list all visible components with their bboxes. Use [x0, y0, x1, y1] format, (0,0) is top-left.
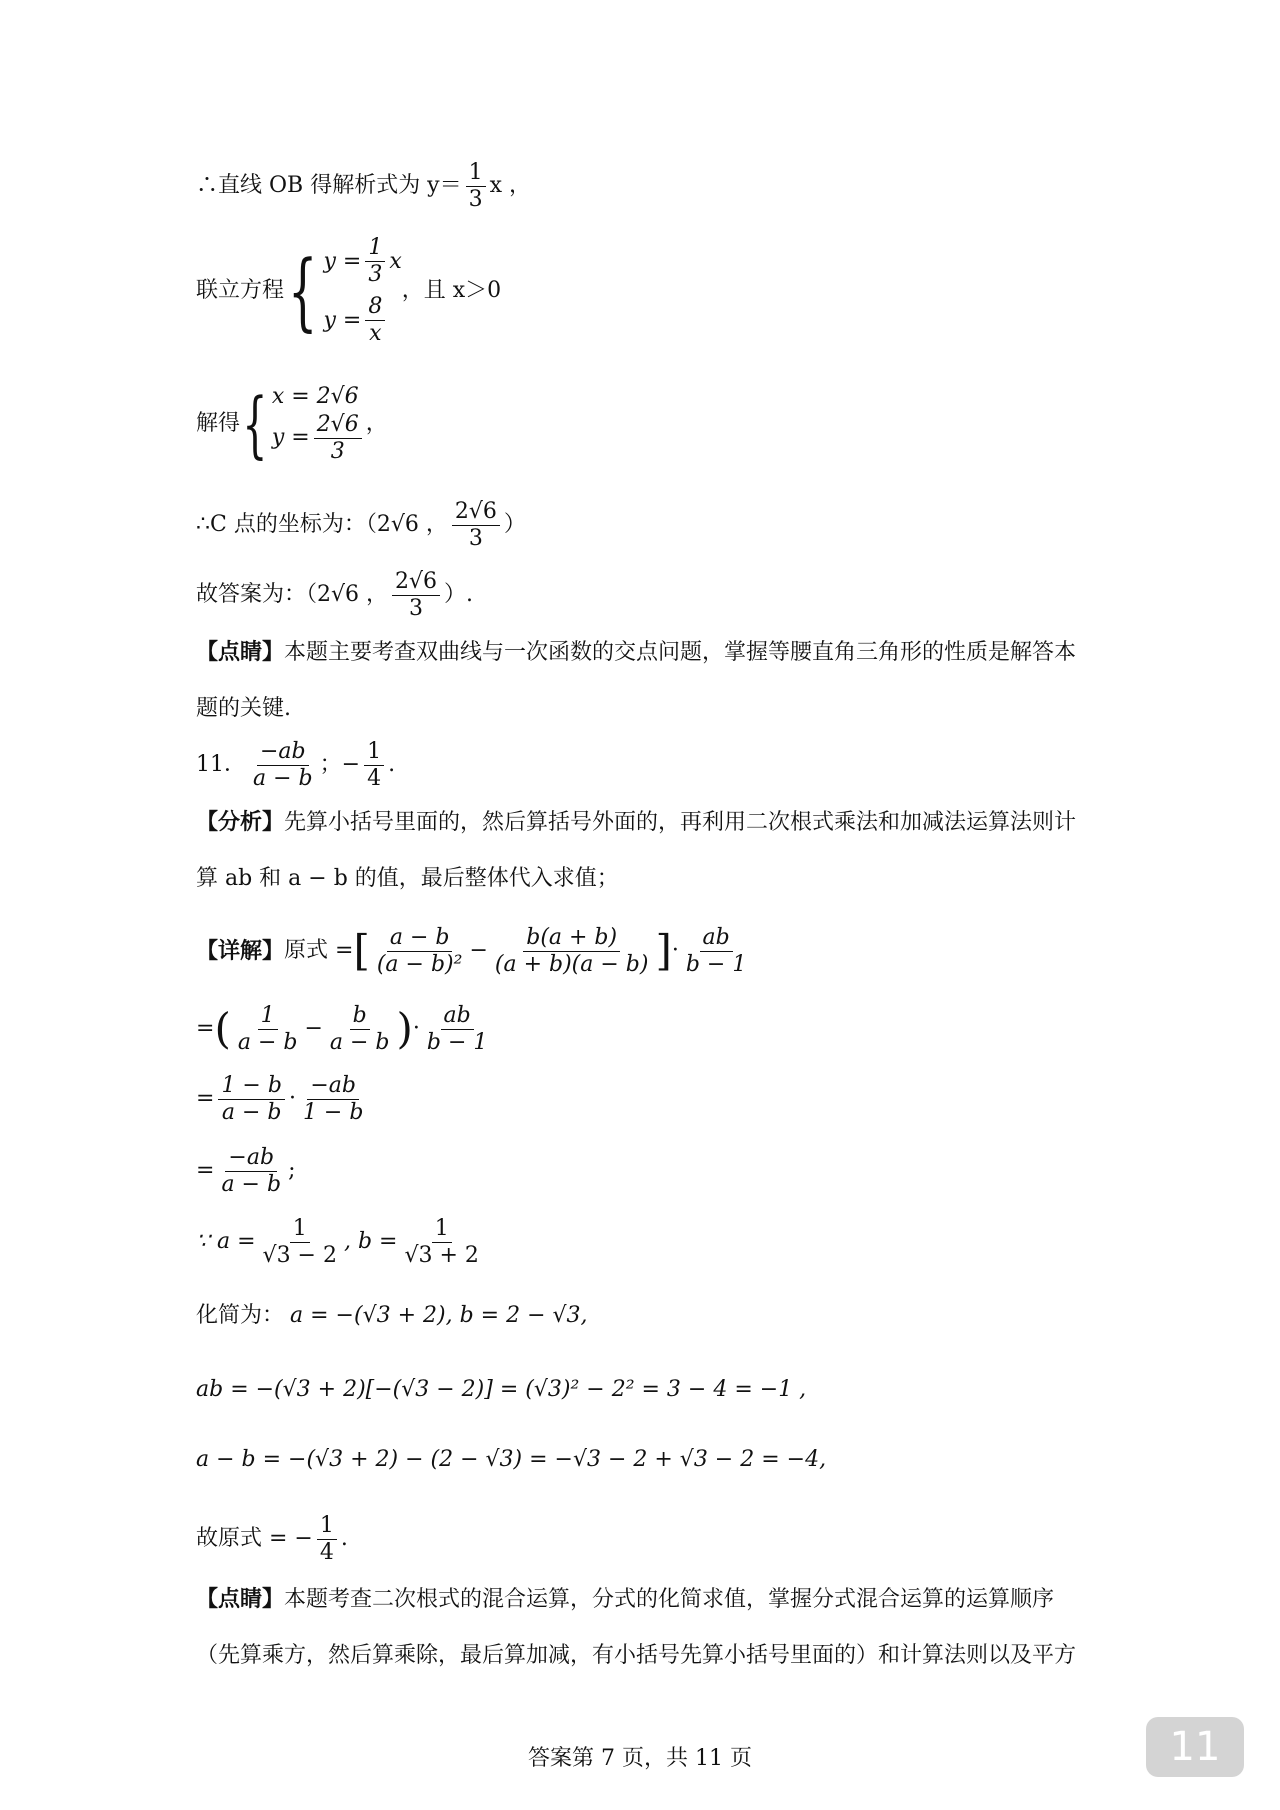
q11-answer-value: $\frac{1}{4}$: [364, 741, 384, 790]
lianli-equations: [323, 237, 401, 345]
page-number-badge[interactable]: 11: [1146, 1717, 1244, 1777]
dianjing-text: 本题考查二次根式的混合运算，分式的化简求值，掌握分式混合运算的运算顺序（先算乘方，然后算乘除，最后算加减，有小括号先算小括号里面的）和计算法则以及平方: [196, 1587, 1077, 1668]
page-footer: 答案第 7 页，共 11 页: [528, 1746, 752, 1771]
dianjing-tag: 【点睛】: [196, 1586, 285, 1612]
ab-value-line: ab = −(√3 + 2)[−(√3 − 2)] = (√3)² − 2² = 3 − 4 = −1 ,: [196, 1377, 807, 1402]
lianli-system: [196, 228, 1100, 354]
jiede-end: ，: [365, 411, 388, 436]
simplify-line: 化简为： a = −(√3 + 2), b = 2 − √3,: [196, 1303, 588, 1328]
xiangjie-line: 【详解】 原式 = [ $\frac{a - b}{\text{(a − b)²}}$ − $\frac{b(a + b)}{(a + b)(a - b)}$ ] · $\frac{ab}{b - 1}$: [196, 924, 747, 977]
q11-answer-fraction: $\frac{-ab}{a - b}$: [253, 738, 313, 791]
jiede-label: 解得: [196, 411, 241, 436]
step1-line: = ( $\frac{1}{a - b}$ − $\frac{b}{a - b}$ ) · $\frac{ab}{b - 1}$: [196, 1002, 488, 1055]
dianjing-paragraph-2: [196, 1571, 1096, 1684]
jiede-equations: [271, 383, 366, 464]
a-minus-b-line: a − b = −(√3 + 2) − (2 − √3) = −√3 − 2 + √3 − 2 = −4,: [196, 1447, 827, 1472]
xiangjie-label: 原式 =: [284, 938, 354, 963]
q11-label: 11．: [196, 752, 246, 777]
line-ob-end: x ，: [489, 173, 532, 198]
jiede-system: [196, 372, 1100, 476]
lianli-eq1: y = $\frac{1}{3}$ x: [323, 235, 402, 287]
answer-fraction: $\frac{2√6}{3}$: [392, 571, 440, 620]
lianli-label: 联立方程: [196, 278, 285, 303]
answer-line: 故答案为：（ 2√6 ， $\frac{2√6}{3}$ ）.: [196, 568, 474, 621]
lianli-eq2: y = $\frac{8}{x}$: [323, 296, 401, 345]
step3-line: = $\frac{-ab}{a - b}$ ;: [196, 1144, 296, 1197]
step2-line: = $\frac{1 - b}{a - b}$ · $\frac{-ab}{1 - b}$: [196, 1072, 364, 1125]
line-ob-text: ∴直线 OB 得解析式为 y＝: [196, 173, 462, 198]
jiede-eq1: x = 2√6: [271, 383, 359, 409]
fenxi-paragraph: [196, 794, 1096, 907]
c-point-fraction: $\frac{2√6}{3}$: [452, 501, 500, 550]
q11-answer-line: 11． $\frac{-ab}{a - b}$ ；− $\frac{1}{4}$ .: [196, 738, 396, 791]
jiede-eq2: y = $\frac{2√6}{3}$: [272, 414, 366, 463]
dianjing-tag: 【点睛】: [196, 639, 285, 665]
line-ob-fraction: $\frac{1}{3}$: [466, 162, 486, 211]
lianli-condition: ，且 x＞0: [401, 278, 502, 303]
final-line: 故原式 = − $\frac{1}{4}$ .: [196, 1512, 348, 1565]
dianjing-paragraph-1: [196, 624, 1096, 737]
line-ob-equation: [196, 158, 1100, 214]
dianjing-text: 本题主要考查双曲线与一次函数的交点问题，掌握等腰直角三角形的性质是解答本题的关键.: [196, 640, 1077, 721]
fenxi-tag: 【分析】: [196, 809, 285, 835]
left-brace: {: [288, 242, 318, 340]
fenxi-text: 先算小括号里面的，然后算括号外面的，再利用二次根式乘法和加减法运算法则计算 ab 和 a − b 的值，最后整体代入求值；: [196, 810, 1077, 891]
left-brace: {: [242, 382, 268, 466]
c-point-line: ∴C 点的坐标为：（ 2√6 ， $\frac{2√6}{3}$ ）: [196, 498, 526, 551]
given-line: ∵ a = $\frac{1}{√3 - 2}$ , b = $\frac{1}{√3 + 2}$: [196, 1215, 479, 1268]
xiangjie-tag: 【详解】: [196, 938, 285, 964]
